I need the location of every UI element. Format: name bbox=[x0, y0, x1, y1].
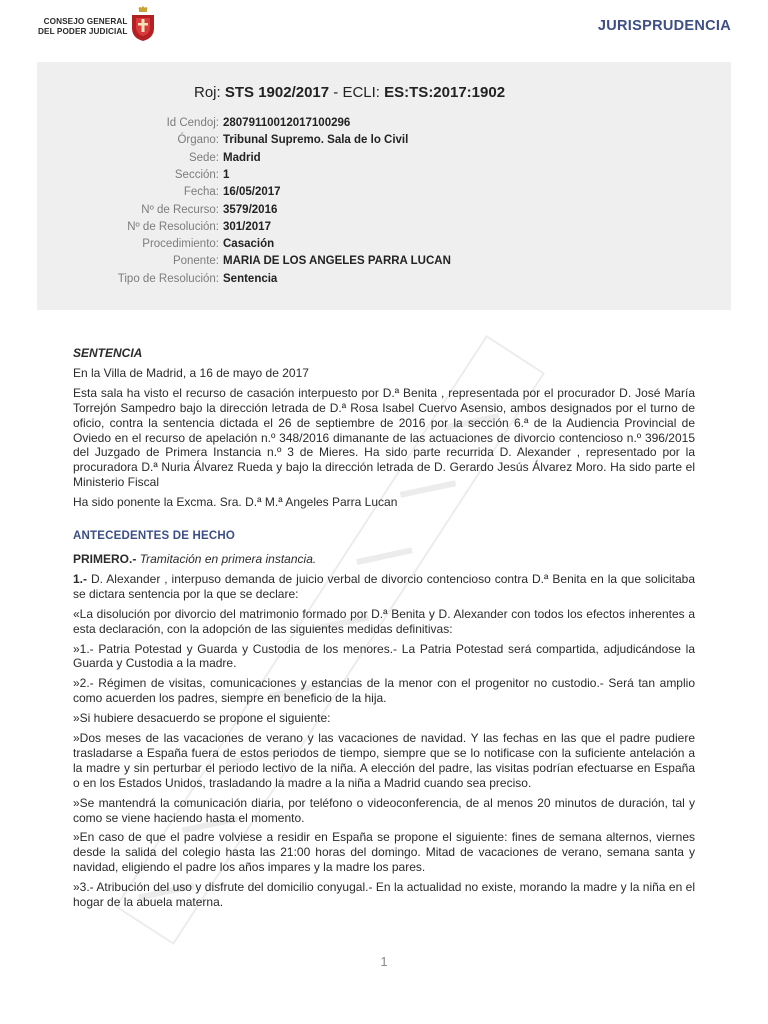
ponente-paragraph: Ha sido ponente la Excma. Sra. D.ª M.ª Angeles Parra Lucan bbox=[73, 495, 398, 510]
meta-row-id-cendoj bbox=[37, 117, 731, 134]
meta-value: 3579/2016 bbox=[223, 203, 278, 216]
meta-row-recurso bbox=[37, 204, 731, 221]
meta-label: Fecha: bbox=[183, 186, 219, 199]
meta-value: Tribunal Supremo. Sala de lo Civil bbox=[223, 134, 409, 147]
meta-row-ponente bbox=[37, 255, 731, 272]
residir-paragraph: »En caso de que el padre volviese a residir en España se propone el siguiente: fines de semana alternos, viernes desde la salida del colegio hasta las 21:00 horas del domingo. Mitad de vacaciones de verano, semana santa y navidad, eligiendo el padre los años impares y la madre los pares. bbox=[73, 830, 695, 875]
meta-label: Id Cendoj: bbox=[166, 117, 219, 129]
logo-line-1: CONSEJO GENERAL bbox=[43, 17, 128, 26]
logo-line-2: DEL PODER JUDICIAL bbox=[38, 27, 128, 36]
meta-label: Sección: bbox=[174, 168, 219, 181]
meta-label: Tipo de Resolución: bbox=[117, 272, 219, 285]
meta-row-seccion bbox=[37, 169, 731, 186]
ecli-value: ES:TS:2017:1902 bbox=[384, 84, 506, 101]
meta-value: 1 bbox=[223, 168, 230, 181]
meta-value: 301/2017 bbox=[223, 220, 271, 233]
primero-text: Tramitación en primera instancia. bbox=[139, 551, 317, 566]
primero-label: PRIMERO.- bbox=[73, 551, 137, 566]
meta-value: Casación bbox=[223, 238, 275, 251]
meta-row-procedimiento bbox=[37, 238, 731, 255]
section-title: JURISPRUDENCIA bbox=[597, 18, 731, 34]
meta-label: Ponente: bbox=[172, 255, 219, 268]
ecli-separator: - ECLI: bbox=[333, 84, 380, 101]
meta-label: Nº de Resolución: bbox=[127, 220, 219, 233]
sentencia-heading: SENTENCIA bbox=[73, 346, 143, 360]
intro-paragraph: Esta sala ha visto el recurso de casación interpuesto por D.ª Benita , representada por el procurador D. José María Torrejón Sampedro bajo la dirección letrada de D.ª Rosa Isabel Cuervo Asensio, ambos designados por el turno de oficio, contra la sentencia dictada el 26 de septiembre de 2016 por la sección 6.ª de la Audiencia Provincial de Oviedo en el recurso de apelación n.º 348/2016 dimanante de las actuaciones de divorcio contencioso n.º 396/2015 del Juzgado de Primera Instancia n.º 3 de Mieres. Ha sido parte recurrida D. Alexander , representado por la procuradora D.ª Nuria Álvarez Rueda y bajo la dirección letrada de D. Gerardo Jesús Álvarez Moro. Ha sido parte el Ministerio Fiscal bbox=[73, 385, 695, 490]
meta-value: 28079110012017100296 bbox=[223, 117, 351, 129]
meta-row-organo bbox=[37, 134, 731, 151]
metadata-box bbox=[37, 62, 731, 310]
meta-label: Sede: bbox=[188, 151, 219, 164]
antecedentes-heading: ANTECEDENTES DE HECHO bbox=[73, 530, 236, 543]
regimen-visitas-paragraph: »2.- Régimen de visitas, comunicaciones y estancias de la menor con el progenitor no custodio.- Será tan amplio como acuerden los padres, siempre en beneficio de la hija. bbox=[73, 676, 695, 706]
cgpj-logo-text bbox=[38, 17, 127, 37]
meta-value: MARIA DE LOS ANGELES PARRA LUCAN bbox=[223, 255, 451, 268]
roj-value: STS 1902/2017 bbox=[224, 84, 330, 101]
dos-meses-paragraph: »Dos meses de las vacaciones de verano y las vacaciones de navidad. Y las fechas en las que el padre pudiere trasladarse a España fuera de estos periodos de tiempo, siempre que se lo notificase con la suficiente antelación a la madre y sin perturbar el periodo lectivo de la niña. A elección del padre, las visitas podrían efectuarse en España o en los Estados Unidos, trasladando la madre a la niña a Madrid cuando sea preciso. bbox=[73, 731, 695, 790]
meta-row-resolucion bbox=[37, 221, 731, 238]
page-header bbox=[0, 0, 768, 48]
meta-value: Sentencia bbox=[223, 272, 278, 285]
meta-row-fecha bbox=[37, 186, 731, 203]
meta-label: Nº de Recurso: bbox=[141, 203, 219, 216]
meta-label: Órgano: bbox=[177, 134, 219, 147]
punto-1-label: 1.- bbox=[73, 571, 88, 586]
primero-paragraph bbox=[73, 552, 695, 567]
page-number: 1 bbox=[380, 954, 388, 969]
meta-value: 16/05/2017 bbox=[223, 186, 281, 199]
document-body bbox=[73, 346, 695, 915]
comunicacion-paragraph: »Se mantendrá la comunicación diaria, por teléfono o videoconferencia, de al menos 20 minutos de duración, tal y como se viene haciendo hasta el momento. bbox=[73, 795, 695, 825]
roj-label: Roj: bbox=[194, 84, 221, 101]
meta-row-tipo-resolucion bbox=[37, 273, 731, 290]
roj-line bbox=[194, 84, 505, 101]
crest-icon bbox=[128, 6, 158, 42]
meta-row-sede bbox=[37, 152, 731, 169]
desacuerdo-paragraph: »Si hubiere desacuerdo se propone el siguiente: bbox=[73, 711, 331, 726]
meta-value: Madrid bbox=[223, 151, 261, 164]
lugar-fecha: En la Villa de Madrid, a 16 de mayo de 2017 bbox=[73, 365, 309, 380]
punto-1-paragraph bbox=[73, 572, 695, 602]
meta-label: Procedimiento: bbox=[142, 238, 219, 251]
patria-potestad-paragraph: »1.- Patria Potestad y Guarda y Custodia de los menores.- La Patria Potestad será compartida, adjudicándose la Guarda y Custodia a la madre. bbox=[73, 641, 695, 671]
punto-1-text: D. Alexander , interpuso demanda de juicio verbal de divorcio contencioso contra D.ª Benita en la que solicitaba se dictara sentencia por la que se declare: bbox=[73, 571, 695, 601]
atribucion-paragraph: »3.- Atribución del uso y disfrute del domicilio conyugal.- En la actualidad no existe, morando la madre y la niña en el hogar de la abuela materna. bbox=[73, 880, 695, 910]
disolucion-paragraph: «La disolución por divorcio del matrimonio formado por D.ª Benita y D. Alexander con todos los efectos inherentes a esta declaración, con la adopción de las siguientes medidas definitivas: bbox=[73, 606, 695, 636]
